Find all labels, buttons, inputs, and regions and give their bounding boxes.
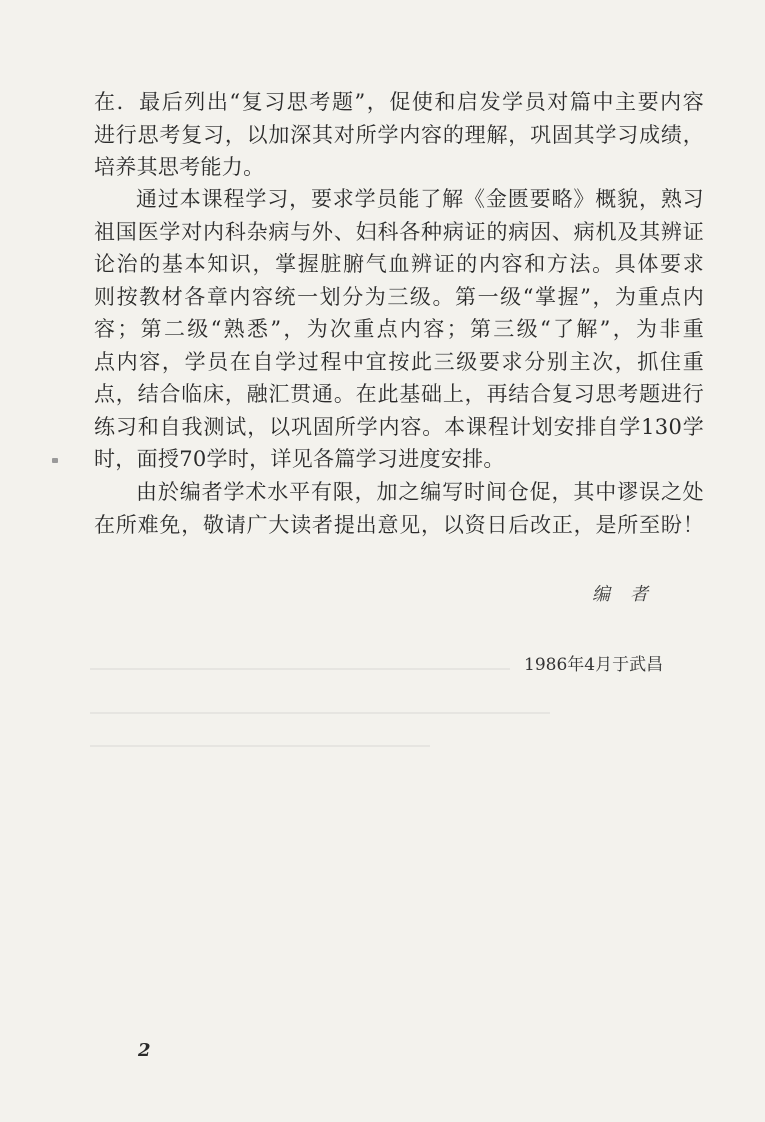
show-through-mark bbox=[90, 745, 430, 747]
text-line: 由於编者学术水平有限，加之编写时间仓促，其中谬误之处 bbox=[136, 480, 704, 504]
text-line: 练习和自我测试，以巩固所学内容。本课程计划安排自学130学 bbox=[94, 414, 704, 439]
paragraph-closing-remarks bbox=[94, 476, 704, 541]
show-through-mark bbox=[90, 668, 510, 670]
text-line: 通过本课程学习，要求学员能了解《金匮要略》概貌，熟习 bbox=[136, 187, 704, 211]
text-line: 点，结合临床，融汇贯通。在此基础上，再结合复习思考题进行 bbox=[94, 382, 704, 406]
date-place-line: 1986年4月于武昌 bbox=[524, 655, 664, 675]
show-through-mark bbox=[90, 712, 550, 714]
text-line: 时，面授70学时，详见各篇学习进度安排。 bbox=[94, 447, 505, 471]
text-line: 祖国医学对内科杂病与外、妇科各种病证的病因、病机及其辨证 bbox=[94, 219, 704, 244]
text-line: 进行思考复习，以加深其对所学内容的理解，巩固其学习成绩， bbox=[94, 122, 704, 147]
text-line: 在．最后列出“复习思考题”，促使和启发学员对篇中主要内容 bbox=[94, 90, 704, 114]
text-line: 论治的基本知识，掌握脏腑气血辨证的内容和方法。具体要求 bbox=[94, 252, 704, 276]
paragraph-course-requirements bbox=[94, 183, 704, 476]
text-line: 则按教材各章内容统一划分为三级。第一级“掌握”，为重点内 bbox=[94, 284, 704, 309]
margin-speck bbox=[52, 458, 58, 463]
text-line: 容；第二级“熟悉”，为次重点内容；第三级“了解”，为非重 bbox=[94, 317, 704, 341]
text-line: 培养其思考能力。 bbox=[94, 155, 265, 179]
author-signature: 编者 bbox=[592, 584, 668, 605]
text-line: 在所难免，敬请广大读者提出意见，以资日后改正，是所至盼！ bbox=[94, 512, 704, 537]
text-line: 点内容，学员在自学过程中宜按此三级要求分别主次，抓住重 bbox=[94, 349, 704, 374]
page-number: 2 bbox=[138, 1040, 151, 1061]
paragraph-intro-continuation bbox=[94, 86, 704, 184]
